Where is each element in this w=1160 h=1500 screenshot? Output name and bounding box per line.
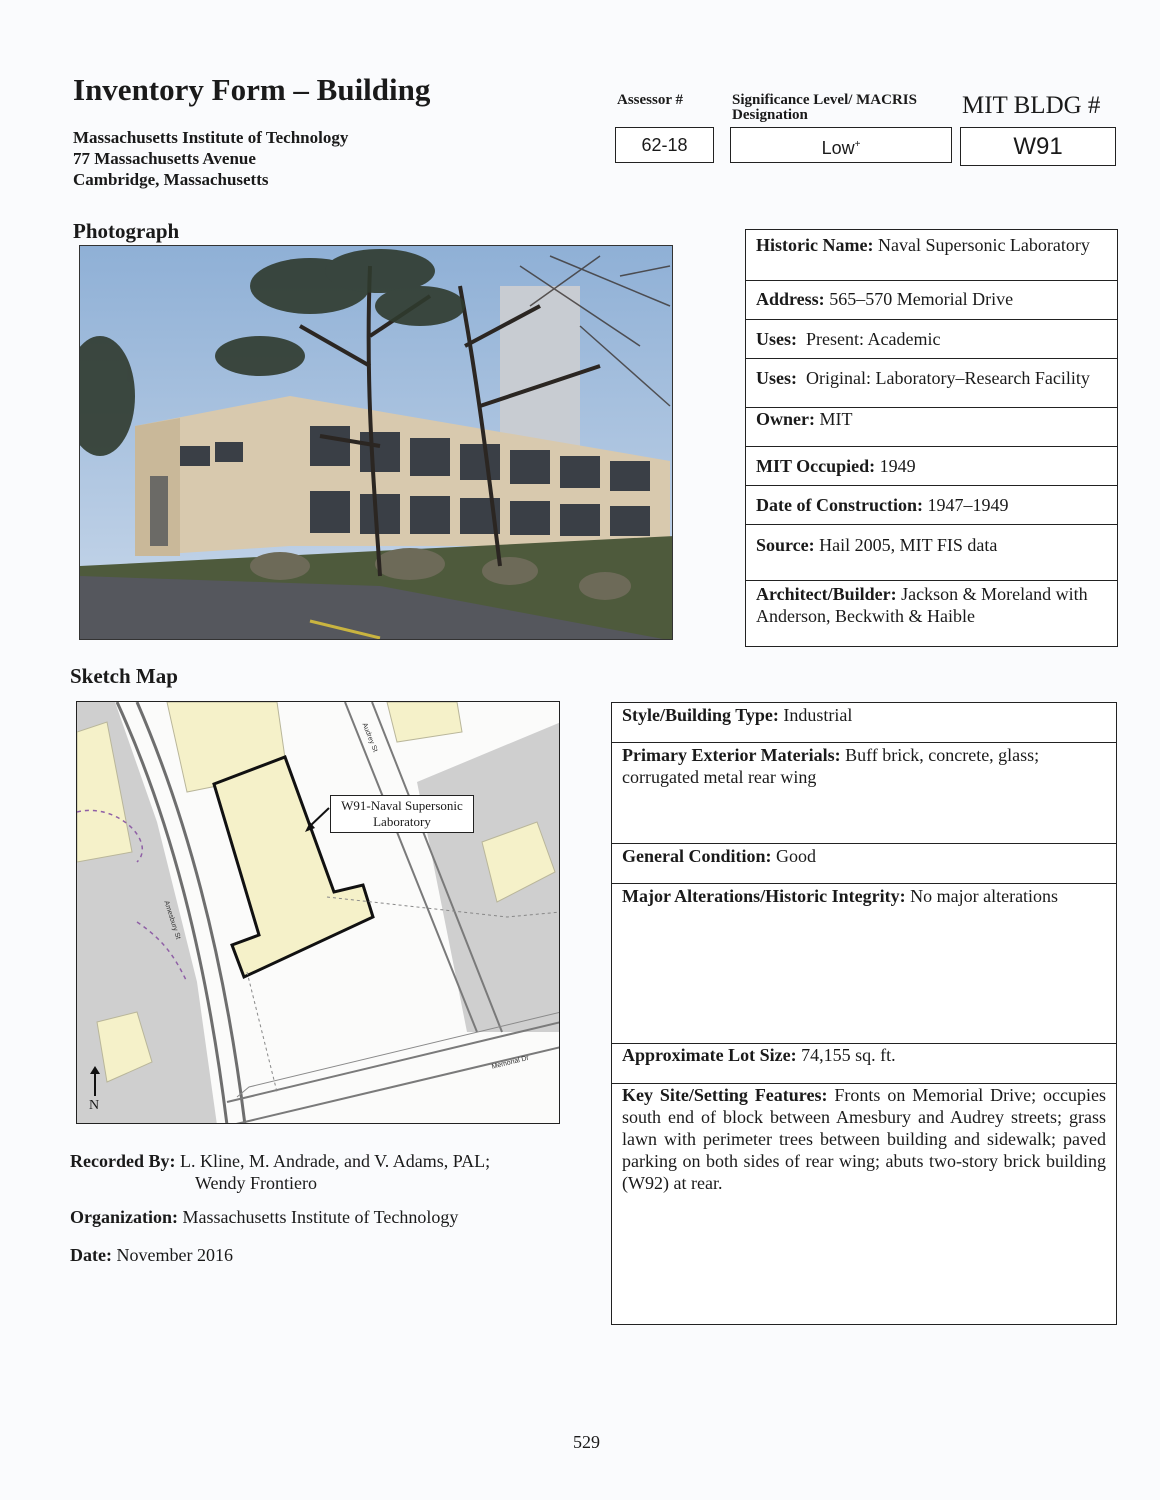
significance-label-line1: Significance Level/ MACRIS — [732, 92, 917, 108]
significance-value — [730, 127, 952, 163]
mit-bldg-value: W91 — [960, 127, 1116, 166]
address-value: 565–570 Memorial Drive — [829, 289, 1014, 309]
record-date-value: November 2016 — [116, 1245, 233, 1265]
date-construction-value: 1947–1949 — [927, 495, 1009, 515]
address-row — [746, 281, 1117, 320]
condition-row — [612, 844, 1116, 884]
historic-name-label: Historic Name: — [756, 235, 874, 255]
north-label: N — [89, 1098, 100, 1113]
uses-original-label: Uses: — [756, 368, 797, 388]
form-title: Inventory Form – Building — [73, 72, 431, 107]
source-value: Hail 2005, MIT FIS data — [819, 535, 998, 555]
page-number: 529 — [573, 1432, 600, 1452]
materials-label: Primary Exterior Materials: — [622, 745, 841, 765]
style-value: Industrial — [783, 705, 853, 725]
organization — [70, 1206, 458, 1229]
street-label-audrey: Audrey St — [360, 722, 379, 754]
north-arrow-icon — [89, 1066, 101, 1096]
sketch-map-drawing — [77, 702, 560, 1124]
organization-value: Massachusetts Institute of Technology — [182, 1207, 459, 1227]
significance-value-sup: + — [854, 139, 861, 150]
recorded-by-value-line1: L. Kline, M. Andrade, and V. Adams, PAL; — [179, 1151, 491, 1171]
alterations-label: Major Alterations/Historic Integrity: — [622, 886, 906, 906]
lot-size-row — [612, 1044, 1116, 1084]
mit-occupied-row — [746, 447, 1117, 486]
owner-row — [746, 408, 1117, 447]
materials-value: Buff brick, concrete, glass; corrugated metal rear wing — [622, 745, 1040, 787]
sketch-map — [76, 701, 560, 1124]
architect-row — [746, 581, 1117, 646]
building-info-table — [745, 229, 1118, 647]
institution-city: Cambridge, Massachusetts — [73, 170, 269, 189]
recorded-by — [70, 1150, 490, 1173]
recorded-by-label: Recorded By: — [70, 1151, 176, 1171]
mit-bldg-label: MIT BLDG # — [962, 92, 1101, 119]
uses-original-row — [746, 359, 1117, 408]
building-details-table — [611, 702, 1117, 1325]
significance-value-text: Low — [821, 138, 855, 158]
historic-name-value: Naval Supersonic Laboratory — [877, 235, 1090, 255]
significance-label — [732, 93, 917, 123]
institution-street: 77 Massachusetts Avenue — [73, 149, 256, 168]
institution-name: Massachusetts Institute of Technology — [73, 128, 349, 147]
building-photograph — [79, 245, 673, 640]
photograph-image — [80, 246, 673, 640]
owner-label: Owner: — [756, 409, 815, 429]
record-date — [70, 1244, 233, 1267]
key-features-label: Key Site/Setting Features: — [622, 1085, 828, 1105]
date-construction-label: Date of Construction: — [756, 495, 923, 515]
key-features-row — [612, 1084, 1116, 1324]
recorded-by-line2: Wendy Frontiero — [195, 1173, 318, 1193]
lot-size-label: Approximate Lot Size: — [622, 1045, 797, 1065]
condition-value: Good — [776, 846, 817, 866]
organization-label: Organization: — [70, 1207, 178, 1227]
sketch-map-callout-line2: Laboratory — [373, 814, 431, 829]
architect-value: Jackson & Moreland with Anderson, Beckwith & Haible — [756, 584, 1088, 626]
record-date-label: Date: — [70, 1245, 112, 1265]
architect-label: Architect/Builder: — [756, 584, 897, 604]
photograph-heading: Photograph — [73, 219, 180, 243]
style-label: Style/Building Type: — [622, 705, 779, 725]
sketch-map-callout-line1: W91-Naval Supersonic — [341, 798, 463, 813]
historic-name-row — [746, 230, 1117, 281]
assessor-label: Assessor # — [617, 92, 683, 108]
date-construction-row — [746, 486, 1117, 525]
uses-present-label: Uses: — [756, 329, 797, 349]
source-label: Source: — [756, 535, 815, 555]
uses-present-row — [746, 320, 1117, 359]
street-label-amesbury: Amesbury St — [162, 900, 182, 941]
condition-label: General Condition: — [622, 846, 772, 866]
street-label-memorial: Memorial Dr — [491, 1054, 530, 1071]
mit-occupied-label: MIT Occupied: — [756, 456, 876, 476]
address-label: Address: — [756, 289, 825, 309]
alterations-row — [612, 884, 1116, 1044]
style-row — [612, 703, 1116, 743]
mit-occupied-value: 1949 — [879, 456, 916, 476]
key-features-value: Fronts on Memorial Drive; occupies south end of block between Amesbury and Audrey streets; grass lawn with perimeter trees between building and sidewalk; paved parking on both sides of rear wing; abuts two-story brick building (W92) at rear. — [622, 1085, 1107, 1193]
uses-present-value: Present: Academic — [806, 329, 941, 349]
materials-row — [612, 743, 1116, 844]
lot-size-value: 74,155 sq. ft. — [801, 1045, 896, 1065]
alterations-value: No major alterations — [910, 886, 1059, 906]
owner-value: MIT — [819, 409, 853, 429]
assessor-value: 62-18 — [615, 127, 714, 163]
sketch-map-heading: Sketch Map — [70, 664, 178, 688]
sketch-map-callout — [330, 795, 474, 833]
significance-label-line2: Designation — [732, 107, 808, 123]
source-row — [746, 525, 1117, 581]
uses-original-value: Original: Laboratory–Research Facility — [806, 368, 1090, 388]
